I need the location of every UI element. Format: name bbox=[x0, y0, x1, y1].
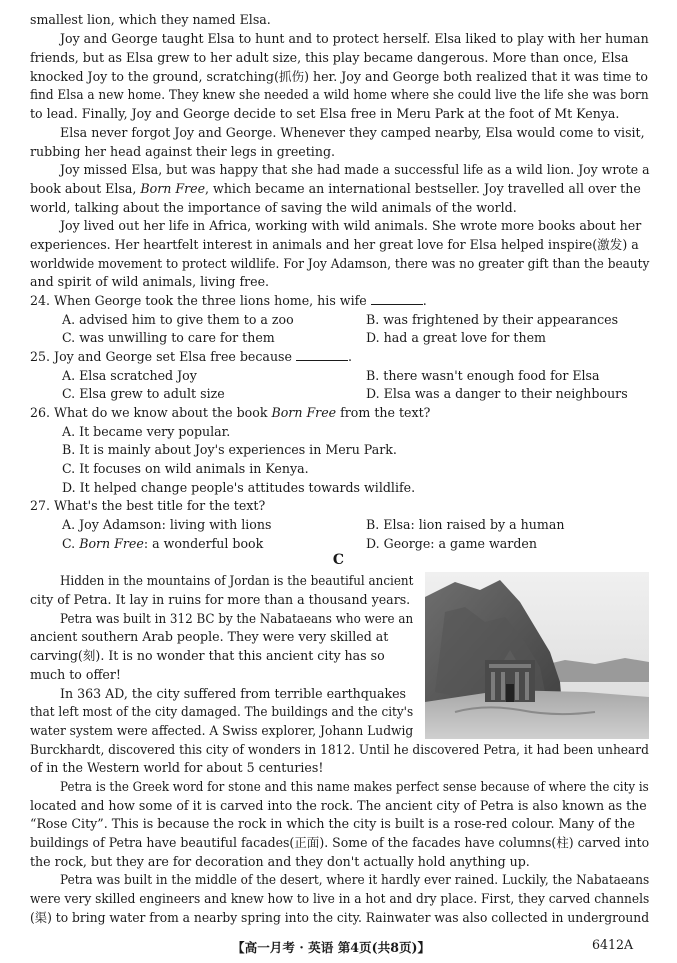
passage-line: “Rose City”. This is because the rock in which the city is built is a rose-red colour. Many of the bbox=[30, 816, 635, 831]
option-25-c[interactable]: C. Elsa grew to adult size bbox=[62, 386, 225, 401]
option-24-b[interactable]: B. was frightened by their appearances bbox=[366, 312, 619, 327]
passage-line: much to offer! bbox=[30, 667, 121, 682]
option-24-a[interactable]: A. advised him to give them to a zoo bbox=[62, 312, 294, 327]
passage-line: rubbing her head against their legs in greeting. bbox=[30, 144, 336, 159]
passage-line: Petra was built in the middle of the desert, where it hardly ever rained. Luckily, the Nabataeans bbox=[60, 872, 650, 887]
passage-line: experiences. Her heartfelt interest in animals and her great love for Elsa helped inspire(激发) a bbox=[30, 237, 639, 252]
passage-line: located and how some of it is carved into the rock. The ancient city of Petra is also known as the bbox=[30, 798, 647, 813]
passage-line: find Elsa a new home. They knew she needed a wild home where she could live the life she was born bbox=[30, 87, 649, 102]
passage-line: carving(刻). It is no wonder that this ancient city has so bbox=[30, 648, 385, 663]
book-title: Born Free bbox=[140, 181, 206, 196]
passage-line: to lead. Finally, Joy and George decide to set Elsa free in Meru Park at the foot of Mt Kenya. bbox=[30, 106, 620, 121]
passage-line: Joy lived out her life in Africa, working with wild animals. She wrote more books about her bbox=[60, 218, 642, 233]
passage-line: friends, but as Elsa grew to her adult size, this play became dangerous. More than once, Elsa bbox=[30, 50, 629, 65]
passage-line: were very skilled engineers and knew how to live in a hot and dry place. First, they carved channels bbox=[30, 891, 650, 906]
option-27-c[interactable]: C. Born Free: a wonderful book bbox=[62, 536, 264, 551]
passage-line: (渠) to bring water from a nearby spring into the city. Rainwater was also collected in underground bbox=[30, 910, 650, 925]
question-25-stem: 25. Joy and George set Elsa free because . bbox=[30, 349, 352, 364]
question-24-stem: 24. When George took the three lions home, his wife . bbox=[30, 293, 427, 308]
passage-line: Petra was built in 312 BC by the Nabataeans who were an bbox=[60, 611, 414, 626]
passage-line: of in the Western world for about 5 centuries! bbox=[30, 760, 324, 775]
option-24-d[interactable]: D. had a great love for them bbox=[366, 330, 546, 345]
passage-line: Joy and George taught Elsa to hunt and to protect herself. Elsa liked to play with her human bbox=[60, 31, 649, 46]
passage-line: buildings of Petra have beautiful facades(正面). Some of the facades have columns(柱) carved into bbox=[30, 835, 650, 850]
passage-line: water system were affected. A Swiss explorer, Johann Ludwig bbox=[30, 723, 414, 738]
answer-blank bbox=[371, 292, 423, 305]
passage-line: that left most of the city damaged. The buildings and the city's bbox=[30, 704, 414, 719]
answer-blank bbox=[296, 348, 348, 361]
passage-line: smallest lion, which they named Elsa. bbox=[30, 12, 271, 27]
option-26-b[interactable]: B. It is mainly about Joy's experiences in Meru Park. bbox=[62, 442, 397, 457]
option-27-d[interactable]: D. George: a game warden bbox=[366, 536, 537, 551]
passage-line: Joy missed Elsa, but was happy that she had made a successful life as a wild lion. Joy wrote a bbox=[60, 162, 650, 177]
passage-line: knocked Joy to the ground, scratching(抓伤) her. Joy and George both realized that it was time to bbox=[30, 69, 648, 84]
passage-line: the rock, but they are for decoration and they don't actually hold anything up. bbox=[30, 854, 530, 869]
book-title: Born Free bbox=[79, 536, 144, 551]
question-27-stem: 27. What's the best title for the text? bbox=[30, 498, 266, 513]
petra-photo bbox=[425, 572, 649, 739]
passage-line: worldwide movement to protect wildlife. For Joy Adamson, there was no greater gift than the beauty bbox=[30, 256, 650, 271]
passage-line: and spirit of wild animals, living free. bbox=[30, 274, 270, 289]
passage-line: Burckhardt, discovered this city of wonders in 1812. Until he discovered Petra, it had been unheard bbox=[30, 742, 649, 757]
option-27-a[interactable]: A. Joy Adamson: living with lions bbox=[62, 517, 272, 532]
footer-code: 6412A bbox=[592, 937, 634, 952]
passage-line: book about Elsa, Born Free, which became an international bestseller. Joy travelled all over the bbox=[30, 181, 641, 196]
question-26-stem: 26. What do we know about the book Born Free from the text? bbox=[30, 405, 431, 420]
passage-line: Hidden in the mountains of Jordan is the beautiful ancient bbox=[60, 573, 414, 588]
section-heading: C bbox=[332, 552, 345, 568]
passage-line: Petra is the Greek word for stone and this name makes perfect sense because of where the city is bbox=[60, 779, 649, 794]
option-25-d[interactable]: D. Elsa was a danger to their neighbours bbox=[366, 386, 628, 401]
option-27-b[interactable]: B. Elsa: lion raised by a human bbox=[366, 517, 565, 532]
option-26-c[interactable]: C. It focuses on wild animals in Kenya. bbox=[62, 461, 309, 476]
passage-line: world, talking about the importance of saving the wild animals of the world. bbox=[30, 200, 517, 215]
passage-line: Elsa never forgot Joy and George. Whenever they camped nearby, Elsa would come to visit, bbox=[60, 125, 645, 140]
option-25-a[interactable]: A. Elsa scratched Joy bbox=[62, 368, 197, 383]
option-26-d[interactable]: D. It helped change people's attitudes towards wildlife. bbox=[62, 480, 416, 495]
passage-line: In 363 AD, the city suffered from terrible earthquakes bbox=[60, 686, 406, 701]
option-26-a[interactable]: A. It became very popular. bbox=[62, 424, 231, 439]
option-25-b[interactable]: B. there wasn't enough food for Elsa bbox=[366, 368, 600, 383]
footer-page-info: 【高一月考 · 英语 第4页(共8页)】 bbox=[232, 940, 431, 955]
passage-line: city of Petra. It lay in ruins for more than a thousand years. bbox=[30, 592, 411, 607]
passage-line: ancient southern Arab people. They were very skilled at bbox=[30, 629, 389, 644]
option-24-c[interactable]: C. was unwilling to care for them bbox=[62, 330, 275, 345]
